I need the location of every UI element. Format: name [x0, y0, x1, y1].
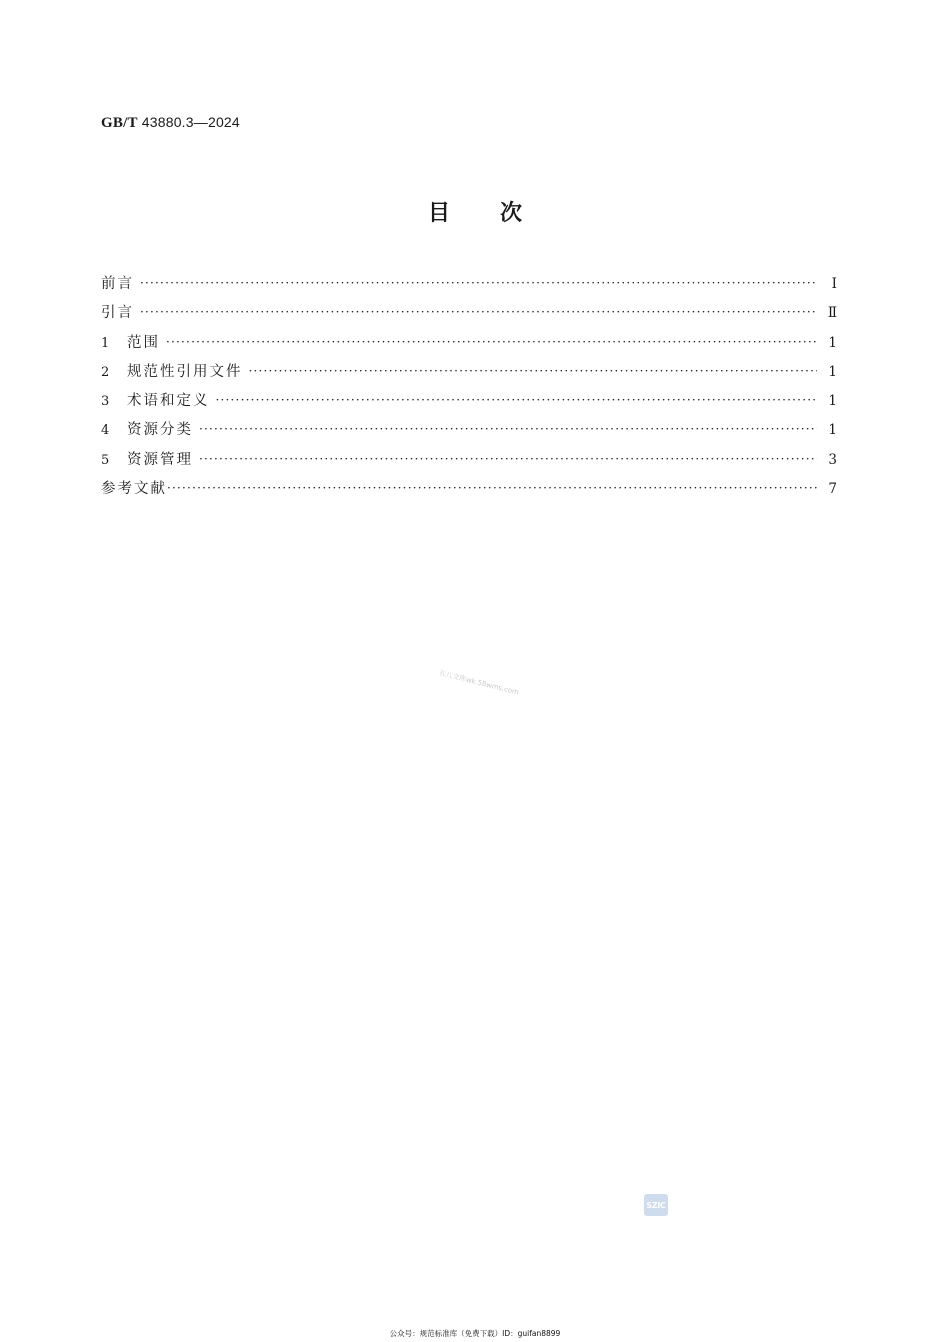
toc-entry-title: 资源管理: [127, 451, 193, 468]
publisher-logo-icon: SZIC: [644, 1194, 668, 1216]
toc-entry-title: 引言: [101, 305, 134, 322]
toc-entry-page: Ⅰ: [831, 276, 837, 292]
toc-entry-preface[interactable]: [101, 272, 837, 301]
toc-entry-number: 4: [101, 423, 110, 439]
toc-leader-dots: [166, 335, 817, 349]
toc-entry-page: 3: [828, 451, 837, 468]
standard-number: 43880.3—2024: [141, 114, 240, 130]
toc-entry-title: 范围: [127, 334, 160, 351]
toc-entry-page: Ⅱ: [827, 305, 837, 322]
toc-leader-dots: [167, 481, 817, 495]
toc-entry-title: 术语和定义: [127, 393, 210, 410]
toc-leader-dots: [216, 393, 818, 407]
toc-entry-number: 5: [101, 452, 110, 468]
standard-prefix: GB/T: [101, 115, 138, 131]
toc-entry-number: 3: [101, 394, 110, 410]
toc-leader-dots: [199, 452, 817, 466]
toc-leader-dots: [249, 364, 818, 378]
toc-entry-terms-definitions[interactable]: [101, 389, 837, 418]
toc-entry-introduction[interactable]: [101, 301, 837, 330]
toc-entry-title: 规范性引用文件: [127, 363, 243, 380]
watermark-text: 五八文库wk.58wms.com: [437, 668, 520, 697]
toc-leader-dots: [140, 276, 817, 290]
toc-entry-scope[interactable]: [101, 331, 837, 360]
page-title: 目次: [427, 201, 572, 226]
toc-entry-page: 1: [828, 334, 837, 351]
toc-entry-title: 参考文献: [101, 481, 167, 498]
toc-entry-bibliography[interactable]: [101, 477, 837, 506]
toc-leader-dots: [140, 305, 817, 319]
toc-entry-number: 1: [101, 335, 110, 351]
toc-entry-title: 前言: [101, 276, 134, 292]
toc-entry-title: 资源分类: [127, 422, 193, 439]
toc-entry-page: 1: [828, 422, 837, 439]
standard-code: [101, 114, 240, 132]
toc-entry-page: 7: [828, 481, 837, 498]
toc-entry-page: 1: [828, 363, 837, 380]
toc-entry-resource-classification[interactable]: [101, 418, 837, 447]
toc-entry-normative-references[interactable]: [101, 360, 837, 389]
table-of-contents: [101, 272, 837, 506]
toc-entry-page: 1: [828, 393, 837, 410]
toc-entry-number: 2: [101, 364, 110, 380]
toc-entry-resource-management[interactable]: [101, 448, 837, 477]
footer-note: 公众号：规范标准库（免费下载）ID：guifan8899: [389, 1329, 561, 1338]
toc-leader-dots: [199, 422, 817, 436]
